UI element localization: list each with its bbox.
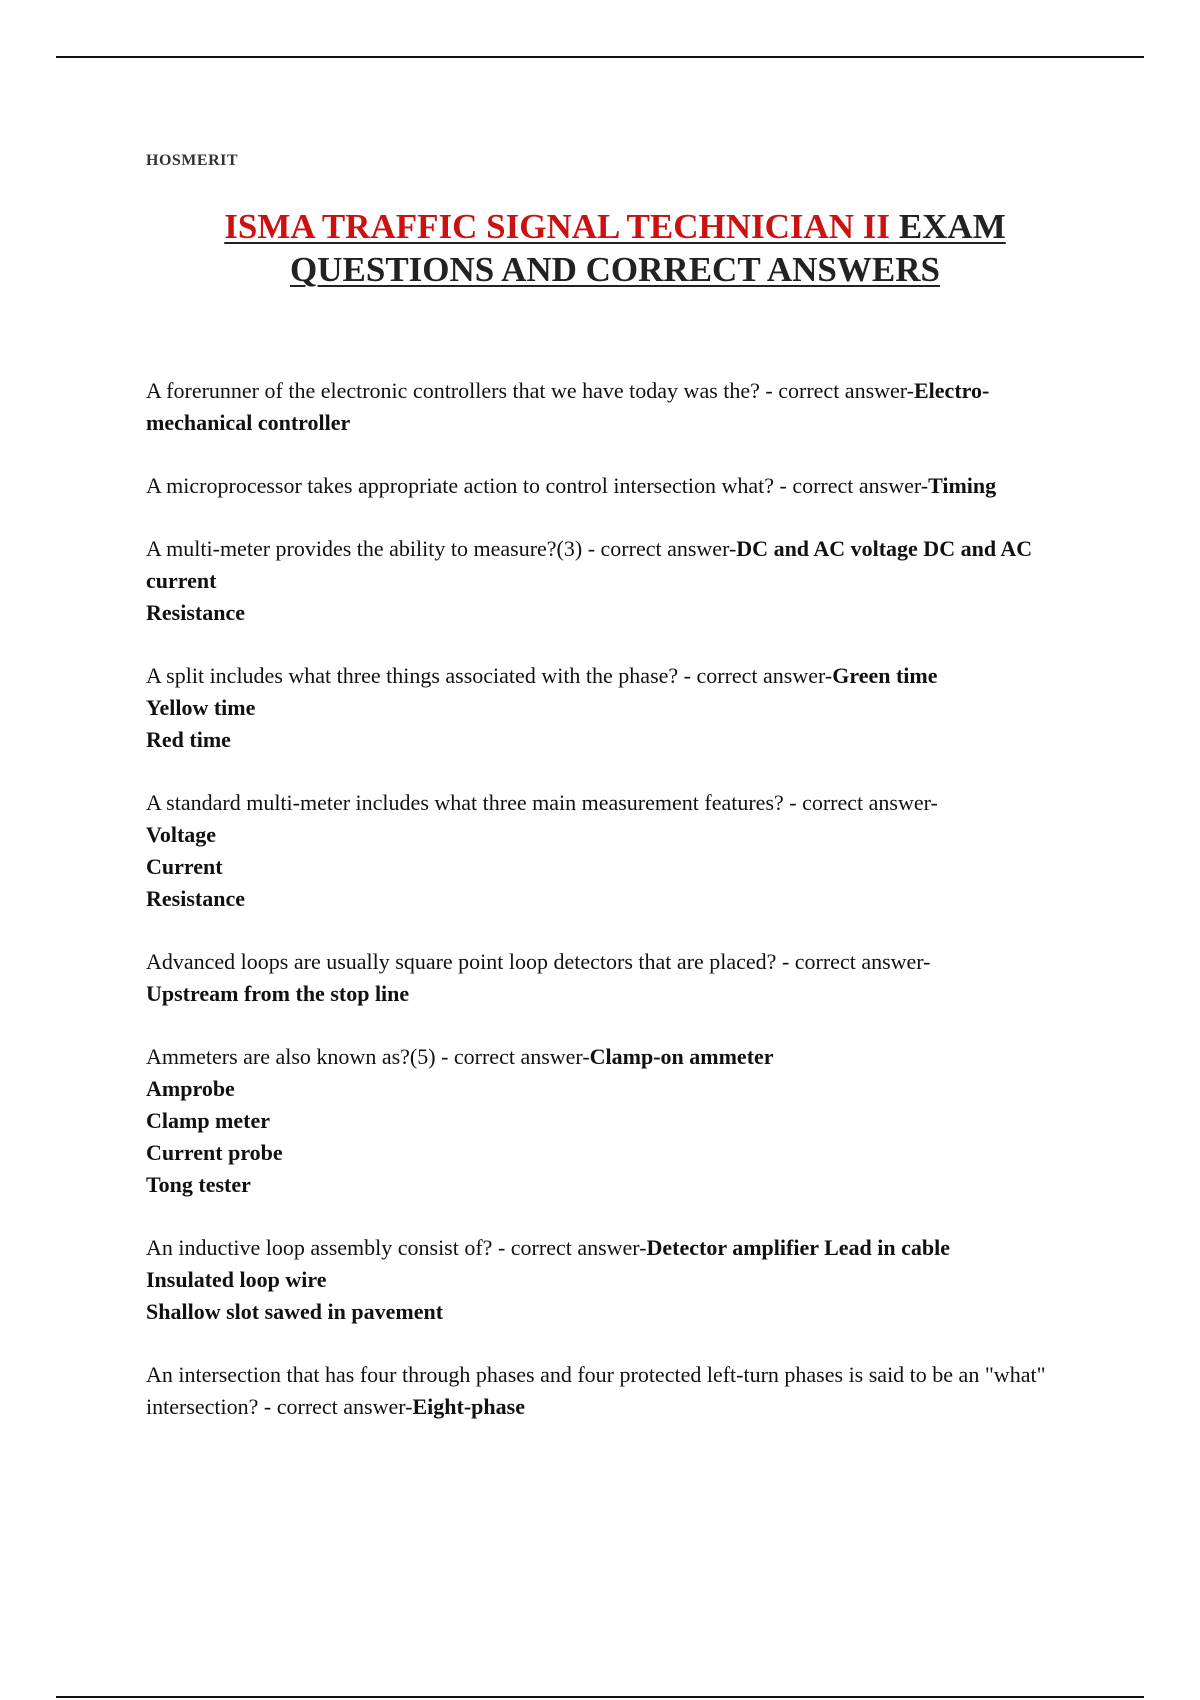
title-line-2: QUESTIONS AND CORRECT ANSWERS — [290, 250, 940, 289]
answer-text: Electro-mechanical controller — [146, 378, 990, 435]
answer-line: Resistance — [146, 886, 245, 911]
answer-text: Green time — [832, 663, 938, 688]
qa-item — [146, 946, 1086, 1010]
answer-line: Clamp meter — [146, 1108, 271, 1133]
answer-line: Insulated loop wire — [146, 1267, 327, 1292]
qa-item — [146, 1041, 1086, 1201]
question-text: Advanced loops are usually square point loop detectors that are placed? - correct answer- — [146, 949, 931, 974]
answer-line: Current probe — [146, 1140, 283, 1165]
answer-line: Resistance — [146, 600, 245, 625]
question-text: A split includes what three things associated with the phase? - correct answer- — [146, 663, 833, 688]
question-text: A standard multi-meter includes what three main measurement features? - correct answer- — [146, 790, 938, 815]
question-text: A forerunner of the electronic controllers that we have today was the? - correct answer- — [146, 378, 914, 403]
answer-text: DC and AC voltage DC and AC current — [146, 536, 1033, 593]
question-text: Ammeters are also known as?(5) - correct answer- — [146, 1044, 590, 1069]
title-red-part: ISMA TRAFFIC SIGNAL TECHNICIAN II — [224, 207, 891, 246]
qa-item — [146, 470, 1086, 502]
answer-line: Yellow time — [146, 695, 256, 720]
qa-item — [146, 1232, 1086, 1328]
answer-line: Voltage — [146, 822, 217, 847]
top-rule — [56, 56, 1144, 58]
bottom-rule — [56, 1696, 1144, 1698]
answer-line: Upstream from the stop line — [146, 981, 410, 1006]
qa-item — [146, 533, 1086, 629]
answer-line: Shallow slot sawed in pavement — [146, 1299, 444, 1324]
answer-text: Eight-phase — [412, 1394, 525, 1419]
qa-item — [146, 1359, 1086, 1423]
qa-item — [146, 787, 1086, 915]
answer-line: Amprobe — [146, 1076, 235, 1101]
title-dark-part: EXAM — [890, 207, 1006, 246]
question-text: A multi-meter provides the ability to measure?(3) - correct answer- — [146, 536, 737, 561]
question-text: A microprocessor takes appropriate action to control intersection what? - correct answer- — [146, 473, 929, 498]
qa-item — [146, 660, 1086, 756]
author-label: HOSMERIT — [146, 152, 239, 169]
answer-text: Detector amplifier Lead in cable — [646, 1235, 950, 1260]
answer-text: Clamp-on ammeter — [589, 1044, 774, 1069]
answer-line: Current — [146, 854, 223, 879]
answer-line: Tong tester — [146, 1172, 251, 1197]
answer-line: Red time — [146, 727, 231, 752]
page-title — [146, 205, 1084, 291]
question-text: An intersection that has four through phases and four protected left-turn phases is said to be an "what" intersection? - correct answer- — [146, 1362, 1046, 1419]
qa-list — [146, 375, 1086, 1454]
answer-text: Timing — [928, 473, 997, 498]
qa-item — [146, 375, 1086, 439]
question-text: An inductive loop assembly consist of? - correct answer- — [146, 1235, 647, 1260]
